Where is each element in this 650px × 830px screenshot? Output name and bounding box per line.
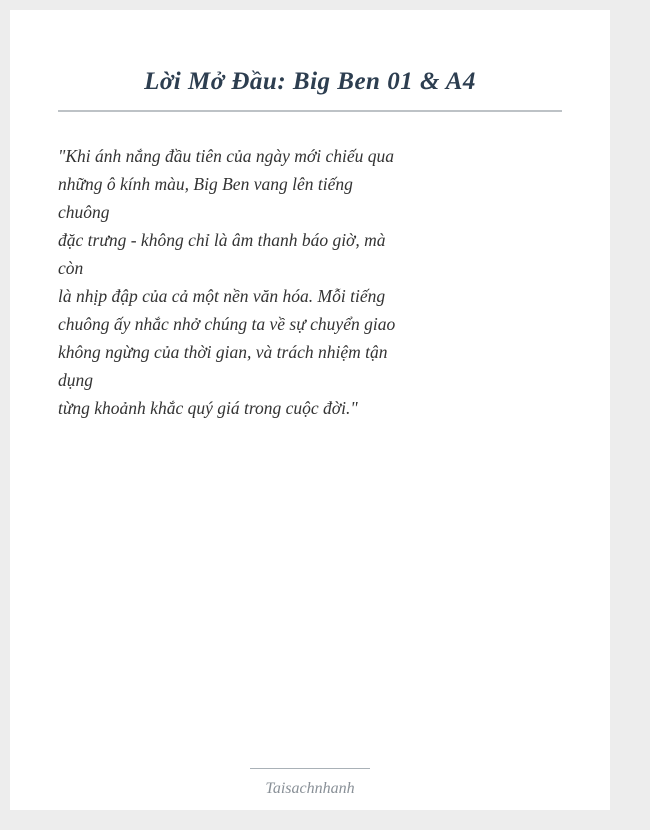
quote-line: từng khoảnh khắc quý giá trong cuộc đời." [58,398,358,418]
page-title: Lời Mở Đầu: Big Ben 01 & A4 [144,68,476,95]
quote-line: "Khi ánh nắng đầu tiên của ngày mới chiếu qua [58,146,395,166]
quote-paragraph [58,142,396,422]
quote-line: dụng [58,370,93,390]
quote-line: còn [58,258,84,278]
quote-line: chuông ấy nhắc nhở chúng ta về sự chuyển giao [58,314,396,334]
footer-brand: Taisachnhanh [265,780,355,797]
footer-divider [250,768,370,769]
quote-line: chuông [58,202,110,222]
quote-line: những ô kính màu, Big Ben vang lên tiếng [58,174,353,194]
quote-line: không ngừng của thời gian, và trách nhiệm tận [58,342,388,362]
document-page [10,10,610,810]
quote-line: đặc trưng - không chỉ là âm thanh báo giờ, mà [58,230,386,250]
quote-line: là nhịp đập của cả một nền văn hóa. Mỗi tiếng [58,286,386,306]
title-divider [58,110,562,112]
